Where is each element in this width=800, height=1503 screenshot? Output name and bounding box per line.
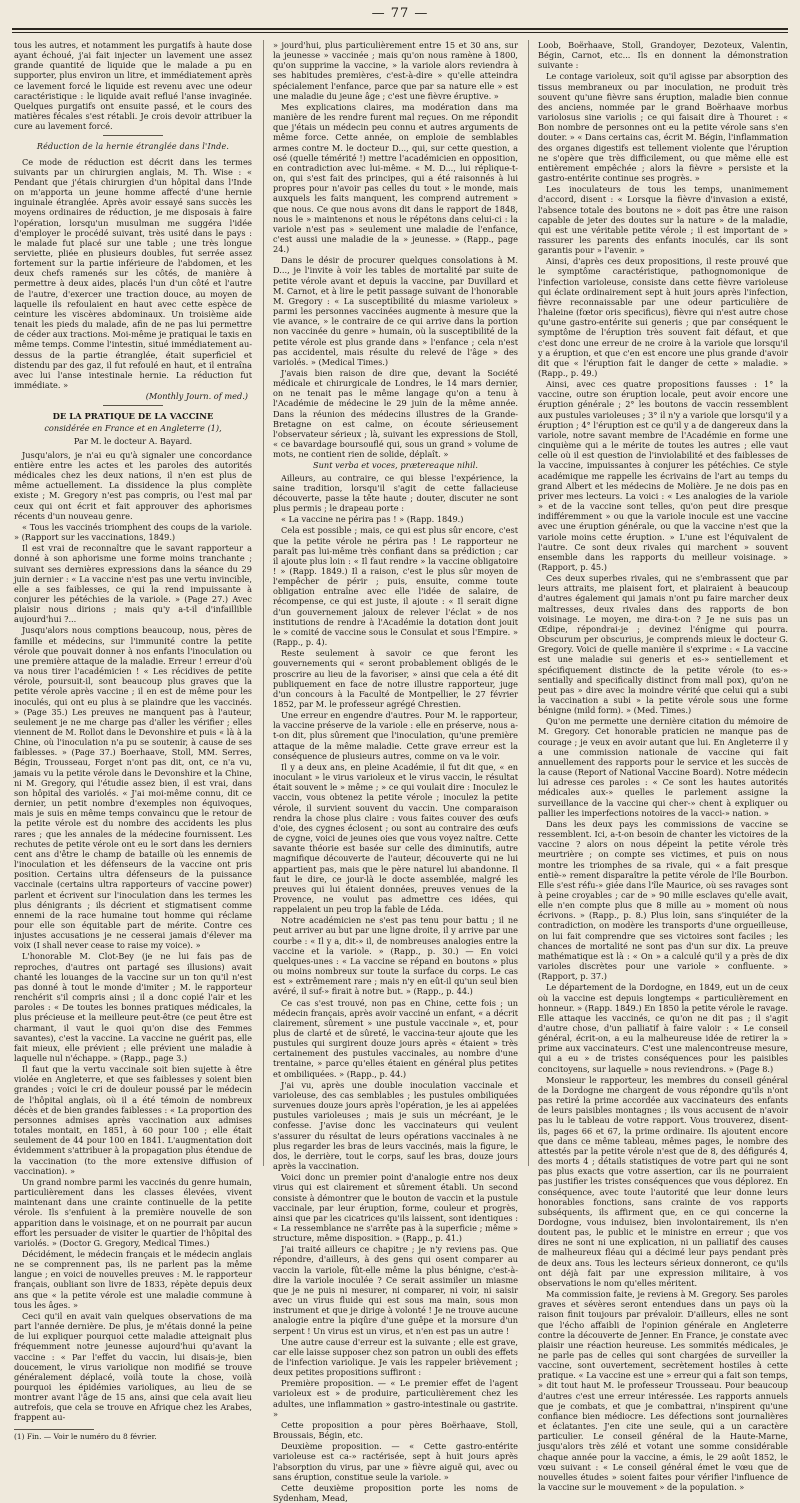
column-middle [273,40,519,1503]
heading-hernia: Réduction de la hernie étranglée dans l'Inde. [36,142,230,152]
paragraph: Décidément, le médecin français et le médecin anglais ne se comprennent pas, ils ne parlent pas la même langue ; en voici de nouvelles preuves : M. le rapporteur français, oubliant son livre de 1833, répète depuis deux ans que « la petite vérole est une maladie commune à tous les âges. » [14,1248,252,1310]
paragraph: Ce cas s'est trouvé, non pas en Chine, cette fois ; un médecin français, après avoir vacciné un enfant, « a décrit clairement, sûrement » une pustule vaccinale », et, pour plus de clarté et de sûreté, le vaccina-teur ajoute que les pustules qui surgirent douze jours après « étaient » très certainement des pustules vaccinales, au nombre d'une trentaine, » parce qu'elles étaient en général plus petites et ombiliquées. » (Rapp., p. 44.) [273,997,518,1079]
paragraph: Il est vrai de reconnaître que le savant rapporteur a donné à son aphorisme une forme moins tranchante ; suivant ses dernières expressions dans la séance du 29 juin dernier : « La vaccine n'est pas une vertu invincible, elle a ses faiblesses, ce qui la rend impuissante à conjurer les pétéchies de la variole. » (Page 27.) Avec plaisir nous dirions ; mais qu'y a-t-il d'infaillible aujourd'hui ?... [14,543,252,625]
footnote-rule [14,1429,94,1430]
subheading-vaccine: considérée en France et en Angleterre (1), [44,423,222,434]
footnote: (1) Fin. — Voir le numéro du 8 février. [14,1431,157,1441]
paragraph: J'ai vu, après une double inoculation vaccinale et varioleuse, des cas semblables ; les pustules ombiliquées survenues douze jours après l'opération, je les ai appelées pustules varioleuses ; mais je suis un mécréant, je le confesse. J'avise donc les vaccinateurs qui veulent s'assurer du résultat de leurs opérations vaccinales à ne plus regarder les bras de leurs vaccinés, mais la figure, le dos, le derrière, tout le corps, sauf les bras, douze jours après la vaccination. [273,1079,518,1172]
section-separator [103,405,163,406]
paragraph: Une erreur en engendre d'autres. Pour M. le rapporteur, la vaccine préserve de la variole : elle en préserve, nous a-t-on dit, plus sûrement que l'inoculation, qu'une première attaque de la même maladie. Cette grave erreur est la conséquence de plusieurs autres, comme on va le voir. [273,710,518,761]
paragraph: Qu'on me permette une dernière citation du mémoire de M. Gregory. Cet honorable praticien ne manque pas de courage ; je veux en avoir autant que lui. En Angleterre il y a une commission nationale de vaccine qui fait annuellement des rapports pour le service et les succès de la cause (Report of National Vaccine Board). Notre médecin lui adresse ces paroles : « Ce sont les hautes autorités médicales aux-» quelles le parlement assigne la surveillance de la vaccine qui cher-» chent à expliquer ou pallier les imperfections notoires de la vacci-» nation. » [538,716,788,818]
paragraph-hernia: Ce mode de réduction est décrit dans les termes suivants par un chirurgien anglais, M. Th. Wise : « Pendant que j'étais chirurgien d'un hôpital dans l'Inde on m'apporta un jeune homme affecté d'une hernie inguinale étranglée. Après avoir essayé sans succès les moyens ordinaires de réduction, je me disposais à faire l'opération, lorsqu'un musulman me suggéra l'idée d'employer le procédé suivant, très usité dans le pays : le malade fut placé sur une table ; une très longue serviette, pliée en plusieurs doubles, fut serrée assez fortement sur la partie inférieure de l'abdomen, et les deux chefs ramenés sur les côtés, de manière à permettre à deux aides, placés l'un d'un côté et l'autre de l'autre, d'exercer une traction douce, au moyen de laquelle ils refoulaient en haut avec cette espèce de ceinture les viscères abdominaux. Un troisième aide tenait les pieds du malade, afin de ne pas lui permettre de céder aux tractions. Moi-même je pratiquai le taxis en même temps. Comme l'intestin, situé immédiatement au-dessus de la partie étranglée, était superficiel et distendu par des gaz, il fut refoulé en haut, et il entraîna avec lui l'anse intestinale hernie. La réduction fut immédiate. » [14,156,252,390]
paragraph: Jusqu'alors nous comptions beaucoup, nous, pères de famille et médecins, sur l'immunité contre la petite vérole que pouvait donner à nos enfants l'inoculation ou une première attaque de la maladie. Erreur ! erreur d'où va nous tirer l'académicien ! « Les récidives de petite vérole, poursuit-il, sont beaucoup plus graves que la petite vérole après vaccine ; il en est de même pour les inoculés, qui ont eu plus à se plaindre que les vaccinés. » (Page 35.) Les preuves ne manquent pas à l'auteur, seulement je ne me charge pas d'aller les vérifier ; elles viennent de M. Rollot dans le Devonshire et puis « là à la Chine, où l'inoculation n'a pu se soutenir, à cause de ses faiblesses. » (Page 37.) Boerhaave, Stoll, MM. Serres, Bégin, Trousseau, Forget n'ont pas dit, ont, ce n'a vu, jamais vu la petite vérole dans le Devonshire et la Chine, ni M. Gregory, qui l'étudie assez bien, il est vrai, dans son hôpital des variolés. « J'ai moi-même connu, dit ce dernier, un petit nombre d'exemples non équivoques, mais je suis en même temps convaincu que le retour de la petite vérole est du nombre des accidents les plus rares ; que les annales de la médecine fournissent. Les rechutes de petite vérole ont eu le sort dans les derniers cent ans d'être le champ de bataille où les ennemis de l'inoculation et les défenseurs de la vaccine ont pris position. Certains ultra défenseurs de la puissance vaccinale (certains ultra rapporteurs of vaccine power) parlent et écrivent sur l'inoculation dans les termes les plus dénigrants ; ils décrient et stigmatisent comme ennemi de la race humaine tout homme qui réclame pour elle son équitable part de mérite. Contre ces injustes accusations je ne cesserai jamais d'élever ma voix (I shall never cease to raise my voice). » [14,625,252,951]
paragraph: Cela est possible ; mais, ce qui est plus sûr encore, c'est que la petite vérole ne périra pas ! Le rapporteur ne paraît pas lui-même très confiant dans sa prédiction ; car il ajoute plus loin : « Il faut rendre » la vaccine obligatoire ! » (Rapp. 1849.) Il a raison, c'est le plus sûr moyen de l'empêcher de périr ; puis, ensuite, comme toute obligation entraîne avec elle l'idée de salaire, de récompense, ce qui est juste, il ajoute : « Il serait digne d'un gouvernement jaloux de relever l'éclat » de nos institutions de rendre à l'Académie la dotation dont jouit le » comité de vaccine sous le Consulat et sous l'Empire. » (Rapp., p. 4). [273,525,518,648]
paragraph: « Tous les vaccinés triomphent des coups de la variole. » (Rapport sur les vaccinations, 1849.) [14,521,252,543]
paragraph: Deuxième proposition. — « Cette gastro-entérite varioleuse est ca-» ractérisée, sept à huit jours après l'absorption du virus, par une » fièvre aiguë qui, avec ou sans éruption, constitue seule la variole. » [273,1441,518,1482]
paragraph: » jourd'hui, plus particulièrement entre 15 et 30 ans, sur la jeunesse » vaccinée ; mais qu'on nous ramène à 1800, qu'on supprime la vaccine, » la variole alors reviendra à ses habitudes premières, c'est-à-dire » qu'elle atteindra spécialement l'enfance, parce que par sa nature elle » est une maladie du jeune âge ; c'est une fièvre éruptive. » [273,40,518,101]
paragraph: J'avais bien raison de dire que, devant la Société médicale et chirurgicale de Londres, le 14 mars dernier, on ne tenait pas le même langage qu'on a tenu à l'Académie de médecine le 29 juin de la même année. Dans la réunion des médecins illustres de la Grande-Bretagne on est calme, on écoute sérieusement l'observateur sérieux ; là, suivant les expressions de Stoll, « ce bavardage boursouflé qui, sous un grand » volume de mots, ne contient rien de solide, déplaît. » [273,368,518,460]
paragraph: Jusqu'alors, je n'ai eu qu'à signaler une concordance entière entre les actes et les paroles des autorités médicales chez les deux nations, il n'en est plus de même actuellement. La dissidence la plus complète existe ; M. Gregory n'est pas compris, ou l'est mal par ceux qui ont écrit et fait approuver des aphorismes récents d'un nouveau genre. [14,449,252,521]
paragraph: Reste seulement à savoir ce que feront les gouvernements qui « seront probablement obligés de le proscrire au lieu de la favoriser, » ainsi que cela a été dit publiquement en face de notre illustre rapporteur, juge d'un concours à la Faculté de Montpellier, le 27 février 1852, par M. le professeur agrégé Chrestien. [273,648,518,709]
paragraph: Dans les deux pays les commissions de vaccine se ressemblent. Ici, a-t-on besoin de chanter les victoires de la vaccine ? alors on nous dépeint la petite vérole très meurtrière ; on compte ses victimes, et puis on nous montre les triomphes de sa rivale, qui « a fait presque entiè-» rement disparaître la petite vérole de l'île Bourbon. Elle s'est réfu-» giée dans l'île Maurice, où ses ravages sont à peine croyables ; car de » 90 mille esclaves qu'elle avait, elle n'en compte plus que 8 mille au » moment où nous écrivons. » (Rapp., p. 8.) Plus loin, sans s'inquiéter de la contradiction, on modère les transports d'une orgueilleuse, on lui fait comprendre que ses victoires sont faciles ; les chances de mortalité ne sont pas d'un sur dix. La preuve mathématique est là : « On » a calculé qu'il y a près de dix varioles discrètes pour une variole » confluente. » (Rapport, p. 37.) [538,818,788,982]
signature-hernia: (Monthly Journ. of med.) [145,391,248,402]
paragraph: J'ai traité ailleurs ce chapitre ; je n'y reviens pas. Que répondre, d'ailleurs, à des gens qui osent comparer au vaccin la variole, fût-elle même la plus bénigne, c'est-à-dire la variole inoculée ? Ce serait assimiler un miasme que je ne puis ni mesurer, ni comparer, ni voir, ni saisir avec un virus fluide qui est sous ma main, sous mon instrument et que je dirige à volonté ! Je ne trouve aucune analogie entre la piqûre d'une guêpe et la morsure d'un serpent ! Un virus est un virus, et n'en est pas un autre ! [273,1244,518,1336]
paragraph: Ailleurs, au contraire, ce qui blesse l'expérience, la saine tradition, lorsqu'il s'agit de cette fallacieuse découverte, passe la tête haute ; douter, discuter ne sont plus permis ; le drapeau porte : [273,472,518,514]
paragraph: Dans le désir de procurer quelques consolations à M. D..., je l'invite à voir les tables de mortalité par suite de petite vérole avant et depuis la vaccine, par Duvillard et M. Carnot, et à lire le petit passage suivant de l'honorable M. Gregory : « La susceptibilité du miasme varioleux » parmi les personnes vaccinées augmente à mesure que la vie avance, » le contraire de ce qui arrive dans la portion non vaccinée du genre » humain, où la susceptibilité de la petite vérole est plus grande dans » l'enfance ; cela n'est pas accidentel, mais résulte du relevé de l'âge » des variolés. » (Medical Times.) [273,255,518,367]
top-rule [12,28,788,30]
page-number: — 77 — [371,6,429,21]
paragraph: Notre académicien ne s'est pas tenu pour battu ; il ne peut arriver au but par une ligne droite, il y arrive par une courbe : « Il y a, dit-» il, de nombreuses analogies entre la vaccine et la variole. » (Rapp., p. 30.) — En voici quelques-unes : « La vaccine se répand en boutons » plus ou moins nombreux sur toute la surface du corps. Le cas est » extrêmement rare ; mais n'y en eût-il qu'un seul bien avéré, il suf-» firait à notre but. » (Rapp., p. 44.) [273,915,518,997]
paragraph: Monsieur le rapporteur, les membres du conseil général de la Dordogne me chargent de vous répondre qu'ils n'ont pas retiré la prime accordée aux vaccinateurs des enfants de leurs paisibles montagnes ; ils vous accusent de n'avoir pas lu le tableau de votre rapport. Vous trouverez, disent-ils, pages 66 et 67, la prime ordinaire. Ils ajoutent encore que dans ce même tableau, mêmes pages, le nombre des attestés par la petite vérole n'est que de 8, des défigurés 4, des morts 4 ; détails statistiques de votre part qui ne sont pas plus exacts que votre assertion, car ils ne pourraient pas justifier les tristes conséquences que vous déplorez. En conséquence, avec toute l'autorité que leur donne leurs honorables fonctions, sans crainte de vos rapports subséquents, ils affirment que, en ce qui concerne la Dordogne, vous induisez, bien involontairement, ils n'en doutent pas, le public et le ministre en erreur ; que vos dires ne sont ni une explication, ni un palliatif des causes de malheureux fléau qui a décimé leur pays pendant près de deux ans. Tous les lecteurs sérieux donneront, ce qu'ils ont déjà fait par une expression militaire, à vos observations le nom qu'elles méritent. [538,1074,788,1288]
latin-quote: Sunt verba et voces, prætereaque nihil. [313,460,478,471]
paragraph: Il y a deux ans, en pleine Académie, il fut dit que, « en inoculant » le virus varioleux et le virus vaccin, le résultat était souvent le » même ; » ce qui voulait dire : Inoculez le vaccin, vous obtenez la petite vérole ; inoculez la petite vérole, il survient souvent du vaccin. Une comparaison rendra la chose plus claire : vous faites couver des œufs d'oie, des cygnes éclosent ; ou sont au contraire des œufs de cygne, voici de jeunes oies que vous voyez naître. Cette savante théorie est basée sur celle des diminutifs, autre magnifique découverte de l'auteur, découverte qui ne lui appartient pas, mais que le père naturel lui abandonne. Il faut le dire, ce jour-là le docte assemblée, malgré les preuves qui lui étaient données, preuves venues de la Provence, ne voulut pas admettre ces idées, qui rappelaient un peu trop la fable de Léda. [273,761,518,915]
paragraph: Cette proposition a pour pères Boërhaave, Stoll, Broussais, Bégin, etc. [273,1419,518,1441]
column-left [14,40,252,1441]
paragraph: Une autre cause d'erreur est la suivante ; elle est grave, car elle laisse supposer chez son patron un oubli des effets de l'infection variolique. Je vais les rappeler brièvement ; deux petites propositions suffiront : [273,1336,519,1378]
paragraph: « La vaccine ne périra pas ! » (Rapp. 1849.) [281,514,464,525]
paragraph: Les inoculateurs de tous les temps, unanimement d'accord, disent : « Lorsque la fièvre d'invasion a existé, l'absence totale des boutons ne » doit pas être une raison capable de jeter des doutes sur la nature » de la maladie, qui est une véritable petite vérole ; il est important de » rassurer les parents des enfants inoculés, car ils sont garantis pour » l'avenir. » [538,184,788,256]
column-divider-left [263,40,264,1166]
paragraph: Ma commission faite, je reviens à M. Gregory. Ses paroles graves et sévères seront entendues dans un pays où la raison finit toujours par prévaloir. D'ailleurs, elles ne sont que l'écho affaibli de l'opinion générale en Angleterre contre la découverte de Jenner. En France, je constate avec plaisir une réaction heureuse. Les sommités médicales, je ne parle pas de celles qui sont chargées de surveiller la vaccine, sont ouvertement, secrètement hostiles à cette pratique. « La vaccine est une » erreur qui a fait son temps, » dit tout haut M. le professeur Trousseau. Pour beaucoup d'autres c'est une erreur intéressée. Les rapports annuels que je combats, et que je combattrai, n'inspirent qu'une confiance bien médiocre. Les défections sont journalières et éclatantes. J'en cite une seule, qui a un caractère particulier. Le conseil général de la Haute-Marne, jusqu'alors très zélé et votant une somme considérable chaque année pour la vaccine, a émis, le 29 août 1852, le vœu suivant : « Le conseil général émet le vœu que de nouvelles études » soient faites pour vérifier l'influence de la vaccine sur le mouvement » de la population. » [538,1289,788,1493]
paragraph: Loob, Boërhaave, Stoll, Grandoyer, Dezoteux, Valentin, Bégin, Carnot, etc... Ils en donnent la démonstration suivante : [538,40,788,71]
section-separator [103,135,163,136]
paragraph: L'honorable M. Clot-Bey (je ne lui fais pas de reproches, d'autres ont partagé ses illusions) avait chanté les louanges de la vaccine sur un ton qu'il n'est pas donné à tout le monde d'imiter ; M. le rapporteur renchérit s'il compris ainsi ; il a donc copié l'air et les paroles : « De toutes les bonnes pratiques médicales, la plus précieuse et la meilleure peut-être (ce peut être est charmant, il vaut le quoi qu'on dise des Femmes savantes), c'est la vaccine. La vaccine ne guérit pas, elle fait mieux, elle prévient ; elle prévient une maladie à laquelle nul n'échappe. » (Rapp., page 3.) [14,951,252,1063]
byline-vaccine: Par M. le docteur A. Bayard. [73,435,193,446]
paragraph-intro: tous les autres, et notamment les purgatifs à haute dose ayant échoué, j'ai fait injecter un lavement une assez grande quantité de liquide que le malade a pu en supporter, plus environ un litre, et immédiatement après ce lavement forcé le liquide est revenu avec une odeur caractéristique : le liquide avait reflué l'anse invaginée. Quelques purgatifs ont ensuite passé, et le cours des matières fécales s'est rétabli. Je crois devoir attribuer la cure au lavement forcé. [14,40,252,132]
paragraph: Il faut que la vertu vaccinale soit bien sujette à être violée en Angleterre, et que ses faiblesses y soient bien grandes ; voici le cri de douleur poussé par le médecin de l'hôpital anglais, où il a été témoin de nombreux décès et de bien grandes faiblesses : « La proportion des personnes admises après vaccination aux admises totales montait, en 1851, à 60 pour 100 ; elle était seulement de 44 pour 100 en 1841. L'augmentation doit évidemment s'attribuer à la propagation plus étendue de la vaccination (to the more extensive diffusion of vaccination). » [14,1064,252,1176]
paragraph: Mes explications claires, ma modération dans ma manière de les rendre furent mal reçues. On me répondit que j'étais un médecin peu connu et autres arguments de même force. Cette année, on emploie de semblables armes contre M. le docteur D..., qui, sur cette question, a osé (quelle témérité !) mettre l'académicien en opposition, en contradiction avec lui-même. « M. D..., lui réplique-t-on, qui s'est fait des principes, qui a été raisonnés à lui propres pour n'avoir pas celles du tout » le monde, mais auxquels les faits manquent, les comprend autrement » que nous. Ce que nous avons dit dans le rapport de 1848, nous le » maintenons et nous le répétons dans celui-ci : la variole n'est pas » seulement une maladie de l'enfance, c'est aussi une maladie de la » jeunesse. » (Rapp., page 24.) [273,101,518,255]
column-right [538,40,788,1493]
paragraph: Première proposition. — « Le premier effet de l'agent varioleux est » de produire, particulièrement chez les adultes, une inflammation » gastro-intestinale ou gastrite. » [273,1378,518,1419]
paragraph: Ainsi, avec ces quatre propositions fausses : 1° la vaccine, outre son éruption locale, peut avoir encore une éruption générale ; 2° les boutons de vaccin ressemblent aux pustules varioleuses ; 3° il n'y a variole que lorsqu'il y a éruption ; 4° l'éruption est ce qu'il y a de dangereux dans la variole, notre savant membre de l'Académie en forme une cinquième qui a le mérite de toutes les autres ; elle vaut celle où il est question de l'inviolabilité et des faiblesses de la vaccine, impuissantes à conjurer les pétéchies. Ce style académique me rappelle les écrivains de l'art au temps du grand Albert et les médecins de Molière. Je ne dois pas en priver mes lecteurs. La voici : « Les analogies de la variole » et de la vaccine sont telles, qu'on peut dire presque indifféremment » ou que la variole inocule est une vaccine avec une éruption générale, ou que la vaccine n'est que la variole moins cette éruption. » L'une est l'équivalent de l'autre. Ce sont deux rivales qui marchent » souvent ensemble dans les rapports du meilleur voisinage. » (Rapport, p. 45.) [538,379,788,572]
column-divider-right [528,40,529,1166]
paragraph: Ces deux superbes rivales, qui ne s'embrassent que par leurs attraits, me plaisent fort, et plairaient à beaucoup d'autres également qui jamais n'ont pu faire marcher deux maîtresses, deux rivales dans des rapports de bon voisinage. Le moyen, me dira-t-on ? Je ne suis pas un Œdipe, répondrai-je ; devinez l'énigme qui pourra. Obscurum per obscurius, je comprends mieux le docteur G. Gregory. Voici de quelle manière il s'exprime : « La vaccine est une maladie sui generis et es-» sentiellement et spécifiquement distincte de la petite vérole (to es-» sentially and specifically distinct from mall pox), qu'on ne peut pas » dire avec la moindre vérité que celui qui a subi la vaccination a subi » la petite vérole sous une forme bénigne (mild form). » (Med. Times.) [538,573,788,716]
paragraph: Ceci qu'il en avait vain quelques observations de ma part l'année dernière. De plus, je m'étais donné la peine de lui expliquer pourquoi cette maladie atteignait plus fréquemment notre jeunesse aujourd'hui qu'avant la vaccine : « Par l'effet du vaccin, lui disais-je, bien doucement, le virus variolique non modifié se trouve généralement déplacé, voilà toute la chose, voilà pourquoi les épidémies varioliques, au lieu de se montrer avant l'âge de 15 ans, ainsi que cela avait lieu autrefois, que cela se trouve en Afrique chez les Arabes, frappent au- [14,1310,252,1423]
heading-vaccine: DE LA PRATIQUE DE LA VACCINE [52,411,214,422]
paragraph: Voici donc un premier point d'analogie entre nos deux virus qui est clairement et sûrement établi. Un second consiste à démontrer que le bouton de vaccin et la pustule vaccinale, par leur éruption, forme, couleur et progrès, ainsi que par les cicatrices qu'ils laissent, sont identiques : « La ressemblance ne s'arrête pas à la superficie ; même » structure, même disposition. » (Rapp., p. 41.) [273,1172,518,1244]
paragraph: Cette deuxième proposition porte les noms de Sydenham, Mead, [273,1482,518,1503]
top-rule-thin [12,32,788,33]
paragraph: Un grand nombre parmi les vaccinés du genre humain, particulièrement dans les classes élevées, vivent maintenant dans une crainte continuelle de la petite vérole. Ils s'enfuient à la première nouvelle de son apparition dans le voisinage, et on ne pourrait par aucun effort les persuader de visiter le quartier de l'hôpital des variolés. » (Doctor G. Gregory, Medical Times.) [14,1176,252,1248]
paragraph: Le contage varioleux, soit qu'il agisse par absorption des tissus membraneux ou par inoculation, ne produit très souvent qu'une fièvre sans éruption, maladie bien connue des anciens, nommée par le grand Boërhaave morbus variolosus sine variolis ; ce qui faisait dire à Thouret : « Bon nombre de personnes ont eu la petite vérole sans s'en douter. » « Dans certains cas, écrit M. Bégin, l'inflammation des organes digestifs est tellement violente que l'éruption ne s'opère que très difficilement, ou que même elle est entièrement empêchée ; alors la fièvre » persiste et la gastro-entérite continue ses progrès. » [538,71,788,184]
paragraph: Le département de la Dordogne, en 1849, eut un de ceux où la vaccine est depuis longtemps « particulièrement en honneur. » (Rapp. 1849.) En 1850 la petite vérole le ravage. Elle attaque les vaccinés, ce qu'on ne dit pas ; il s'agit d'autre chose, d'un palliatif à faire valoir : « Le conseil général, écrit-on, a eu la malheureuse idée de retirer la » prime aux vaccinateurs. C'est une malencontreuse mesure, qui a eu » de tristes conséquences pour les paisibles concitoyens, sur laquelle » nous reviendrons. » (Page 8.) [538,982,788,1074]
paragraph: Ainsi, d'après ces deux propositions, il reste prouvé que le symptôme caractéristique, pathognomonique de l'infection varioleuse, consiste dans cette fièvre varioleuse qui éclate ordinairement sept à huit jours après l'infection, fièvre reconnaissable par une odeur particulière de l'haleine (fœtor oris specificus), fièvre qui n'est autre chose qu'une gastro-entérite sui generis ; que par conséquent le symptôme de l'éruption très souvent fait défaut, et que c'est donc une erreur de ne croire à la variole que lorsqu'il y a éruption, et que c'en est encore une plus grande d'avoir dit que « l'éruption fait le danger de cette » maladie. » (Rapp., p. 49.) [538,256,788,378]
